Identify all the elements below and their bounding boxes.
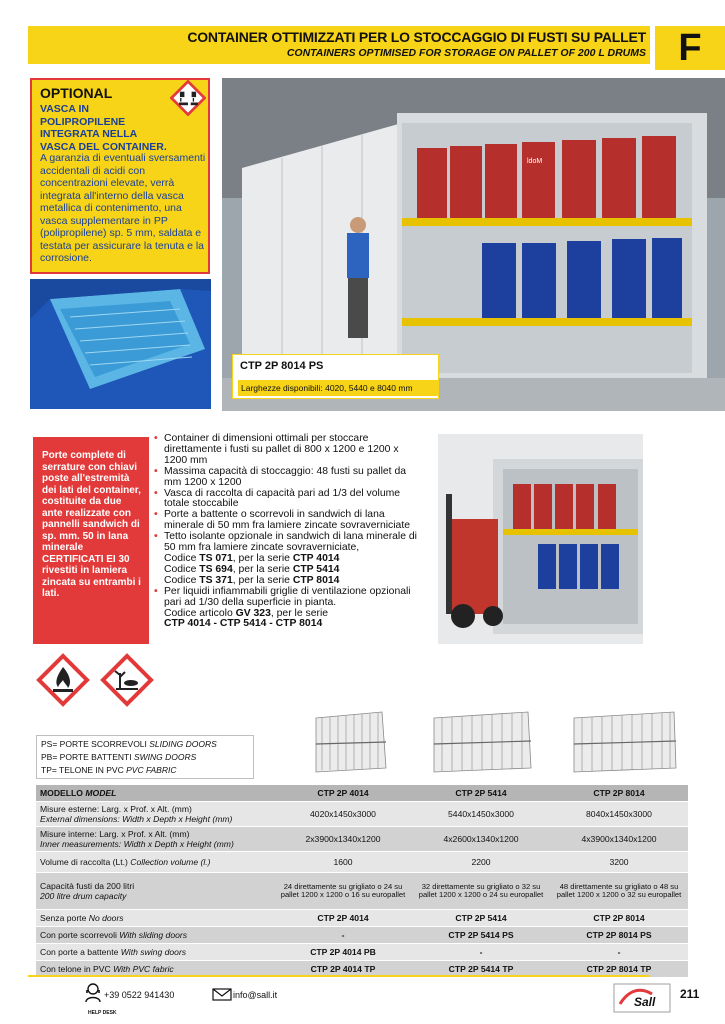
ghs-flammable-icon [36, 653, 90, 707]
sall-logo [612, 978, 672, 1018]
forklift-photo [438, 434, 643, 644]
table-header-cell: CTP 2P 5414 [455, 788, 507, 798]
mail-icon [212, 988, 232, 1001]
legend-ps: PS= PORTE SCORREVOLI SLIDING DOORS [41, 739, 217, 749]
page-number: 211 [680, 987, 700, 1001]
table-header-row: MODELLO MODEL CTP 2P 4014 CTP 2P 5414 CTP 2P 8014 [36, 785, 688, 802]
doors-info-text [42, 450, 142, 600]
roof-code-8014: Codice TS 371, per la serie CTP 8014 [164, 574, 340, 586]
list-item: • Vasca di raccolta di capacità pari ad 1/3 del volume totale stoccabile [154, 489, 419, 511]
doors-info-certified: CERTIFICATI [42, 553, 104, 565]
footer-email[interactable]: info@sall.it [233, 990, 278, 1000]
table-row: Capacità fusti da 200 litri 200 litre drum capacity 24 direttamente su grigliato o 24 su pallet 1200 x 1200 o 16 su europallet 32 direttamente su grigliato o 32 su pallet 1200 x 1200 o 24 su europallet 48 direttamente su grigliato o 48 su pallet 1200 x 1200 o 32 su europallet [36, 873, 688, 910]
roof-code-4014: Codice TS 071, per la serie CTP 4014 [164, 552, 340, 564]
table-row: Misure esterne: Larg. x Prof. x Alt. (mm) External dimensions: Width x Depth x Height (mm) 4020x1450x3000 5440x1450x3000 8040x1450x3000 [36, 802, 688, 827]
table-header-cell: CTP 2P 8014 [593, 788, 645, 798]
container-8014-thumbnail [570, 708, 680, 776]
optional-subtitle: VASCA IN POLIPROPILENE INTEGRATA NELLA VASCA DEL CONTAINER. [40, 103, 167, 153]
doors-info-part2: EI 30 rivestiti in lamiera zincata su entrambi i lati. [42, 553, 141, 599]
list-item: • Container di dimensioni ottimali per stoccare direttamente i fusti su pallet di 800 x 1200 e 1200 x 1200 mm [154, 434, 419, 467]
footer-rule [28, 975, 650, 977]
list-item: • Per liquidi infiammabili griglie di ventilazione opzionali pari ad 1/30 della superficie in pianta. Codice articolo GV 323, per le serie CTP 4014 - CTP 5414 - CTP 8014 [154, 587, 419, 631]
table-row: Con porte scorrevoli With sliding doors - CTP 2P 5414 PS CTP 2P 8014 PS [36, 927, 688, 944]
container-5414-thumbnail [430, 708, 535, 776]
polypropylene-tray-photo [30, 279, 211, 409]
drum-brand-label: ldoM [527, 158, 543, 165]
vent-code: Codice articolo GV 323, per le serie [164, 607, 329, 619]
features-list [154, 434, 419, 630]
container-4014-thumbnail [312, 708, 390, 776]
table-row: Senza porte No doors CTP 2P 4014 CTP 2P 5414 CTP 2P 8014 [36, 910, 688, 927]
page-title: CONTAINER OTTIMIZZATI PER LO STOCCAGGIO DI FUSTI SU PALLET [187, 29, 646, 45]
roof-code-5414: Codice TS 694, per la serie CTP 5414 [164, 563, 340, 575]
table-row: Misure interne: Larg. x Prof. x Alt. (mm) Inner measurements: Width x Depth x Height (mm) 2x3900x1340x1200 4x2600x1340x1200 4x3900x1340x1200 [36, 827, 688, 852]
footer-phone[interactable]: +39 0522 941430 [104, 990, 175, 1000]
table-row: Con porte a battente With swing doors CTP 2P 4014 PB - - [36, 944, 688, 961]
table-row: Volume di raccolta (Lt.) Collection volume (l.) 1600 2200 3200 [36, 852, 688, 873]
doors-info-part1: Porte complete di serrature con chiavi poste all'estremità dei lati del container, costituite da due ante realizzate con pannelli sandwich di sp. mm. 50 in lana minerale [42, 450, 141, 553]
legend-pb: PB= PORTE BATTENTI SWING DOORS [41, 752, 197, 762]
ghs-environment-icon [100, 653, 154, 707]
section-tab: F [655, 26, 725, 70]
ghs-corrosive-icon [170, 80, 206, 116]
abbreviation-legend [36, 735, 254, 779]
optional-body: A garanzia di eventuali sversamenti accidentali di acidi con concentrazioni elevate, verrà integrata all'interno della vasca metallica di contenimento, una vasca supplementare in PP (polipropilene) sp. 5 mm, saldata e testata per assicurare la tenuta e la corrosione. [40, 152, 206, 264]
phone-icon [84, 982, 102, 1006]
list-item: • Porte a battente o scorrevoli in sandwich di lana minerale di 50 mm fra lamiere zincate sovraverniciate [154, 510, 419, 532]
list-item: • Tetto isolante opzionale in sandwich di lana minerale di 50 mm fra lamiere zincate sovraverniciate, Codice TS 071, per la serie CTP 4014 Codice TS 694, per la serie CTP 5414 Codice TS 371, per la serie CTP 8014 [154, 532, 419, 587]
caption-model: CTP 2P 8014 PS [240, 360, 324, 372]
help-desk-label: HELP DESK [88, 1010, 117, 1016]
list-item: • Massima capacità di stoccaggio: 48 fusti su pallet da mm 1200 x 1200 [154, 467, 419, 489]
specs-table [36, 785, 688, 978]
table-row: Con telone in PVC With PVC fabric CTP 2P 4014 TP CTP 2P 5414 TP CTP 2P 8014 TP [36, 961, 688, 978]
svg-text:Sall: Sall [634, 995, 656, 1009]
optional-title: OPTIONAL [40, 85, 113, 101]
vent-models: CTP 4014 - CTP 5414 - CTP 8014 [164, 618, 323, 630]
caption-widths: Larghezze disponibili: 4020, 5440 e 8040 mm [238, 380, 438, 396]
table-header-cell: CTP 2P 4014 [317, 788, 369, 798]
page-subtitle: CONTAINERS OPTIMISED FOR STORAGE ON PALLET OF 200 L DRUMS [286, 47, 646, 59]
legend-tp: TP= TELONE IN PVC PVC FABRIC [41, 765, 177, 775]
